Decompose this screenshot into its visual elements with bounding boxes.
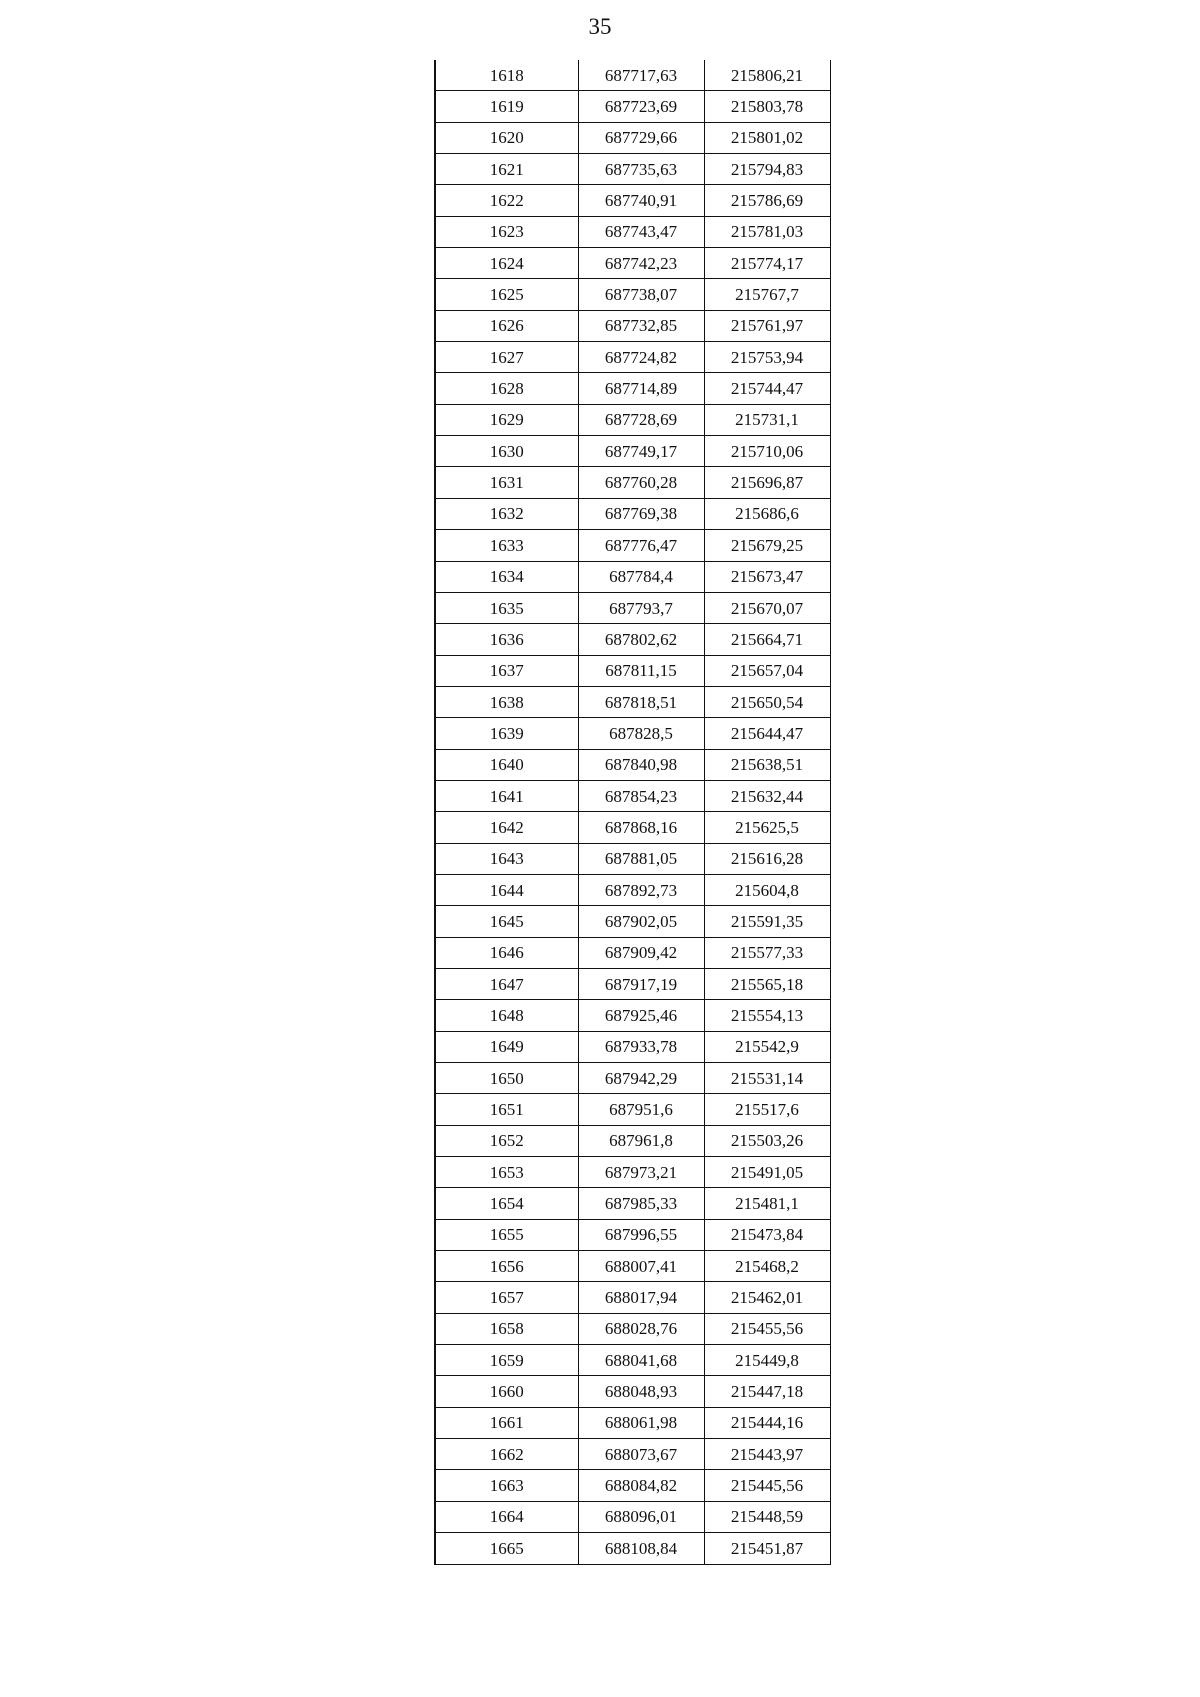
point-number-cell: 1660 [435,1376,578,1407]
x-coordinate-cell: 687714,89 [578,373,704,404]
point-number-cell: 1639 [435,718,578,749]
y-coordinate-cell: 215591,35 [704,906,830,937]
y-coordinate-cell: 215650,54 [704,686,830,717]
point-number-cell: 1637 [435,655,578,686]
x-coordinate-cell: 687729,66 [578,122,704,153]
table-row [435,686,830,717]
y-coordinate-cell: 215468,2 [704,1251,830,1282]
point-number-cell: 1647 [435,968,578,999]
y-coordinate-cell: 215455,56 [704,1313,830,1344]
y-coordinate-cell: 215767,7 [704,279,830,310]
x-coordinate-cell: 688108,84 [578,1533,704,1564]
point-number-cell: 1661 [435,1407,578,1438]
x-coordinate-cell: 687868,16 [578,812,704,843]
x-coordinate-cell: 687793,7 [578,592,704,623]
x-coordinate-cell: 687985,33 [578,1188,704,1219]
table-row [435,436,830,467]
point-number-cell: 1632 [435,498,578,529]
point-number-cell: 1621 [435,154,578,185]
x-coordinate-cell: 687925,46 [578,1000,704,1031]
y-coordinate-cell: 215462,01 [704,1282,830,1313]
point-number-cell: 1650 [435,1063,578,1094]
y-coordinate-cell: 215625,5 [704,812,830,843]
point-number-cell: 1656 [435,1251,578,1282]
table-row [435,279,830,310]
y-coordinate-cell: 215731,1 [704,404,830,435]
table-row [435,1219,830,1250]
y-coordinate-cell: 215632,44 [704,780,830,811]
y-coordinate-cell: 215744,47 [704,373,830,404]
table-row [435,1125,830,1156]
y-coordinate-cell: 215604,8 [704,874,830,905]
x-coordinate-cell: 687724,82 [578,342,704,373]
x-coordinate-cell: 687728,69 [578,404,704,435]
point-number-cell: 1659 [435,1345,578,1376]
point-number-cell: 1651 [435,1094,578,1125]
point-number-cell: 1625 [435,279,578,310]
table-row [435,624,830,655]
point-number-cell: 1638 [435,686,578,717]
table-row [435,248,830,279]
x-coordinate-cell: 687784,4 [578,561,704,592]
x-coordinate-cell: 687717,63 [578,60,704,91]
point-number-cell: 1623 [435,216,578,247]
point-number-cell: 1652 [435,1125,578,1156]
table-row [435,874,830,905]
x-coordinate-cell: 688028,76 [578,1313,704,1344]
point-number-cell: 1627 [435,342,578,373]
y-coordinate-cell: 215473,84 [704,1219,830,1250]
y-coordinate-cell: 215679,25 [704,530,830,561]
x-coordinate-cell: 687902,05 [578,906,704,937]
table-row [435,1251,830,1282]
point-number-cell: 1655 [435,1219,578,1250]
coordinates-table [434,60,831,1565]
x-coordinate-cell: 687961,8 [578,1125,704,1156]
x-coordinate-cell: 687996,55 [578,1219,704,1250]
x-coordinate-cell: 688073,67 [578,1439,704,1470]
point-number-cell: 1642 [435,812,578,843]
table-row [435,498,830,529]
y-coordinate-cell: 215686,6 [704,498,830,529]
y-coordinate-cell: 215710,06 [704,436,830,467]
table-row [435,1501,830,1532]
point-number-cell: 1629 [435,404,578,435]
y-coordinate-cell: 215503,26 [704,1125,830,1156]
table-row [435,1094,830,1125]
table-row [435,310,830,341]
y-coordinate-cell: 215801,02 [704,122,830,153]
y-coordinate-cell: 215531,14 [704,1063,830,1094]
table-row [435,1407,830,1438]
point-number-cell: 1645 [435,906,578,937]
x-coordinate-cell: 687881,05 [578,843,704,874]
table-row [435,843,830,874]
table-row [435,216,830,247]
table-row [435,718,830,749]
x-coordinate-cell: 687828,5 [578,718,704,749]
y-coordinate-cell: 215443,97 [704,1439,830,1470]
table-row [435,968,830,999]
y-coordinate-cell: 215696,87 [704,467,830,498]
table-row [435,1439,830,1470]
table-row [435,1376,830,1407]
x-coordinate-cell: 687769,38 [578,498,704,529]
point-number-cell: 1622 [435,185,578,216]
y-coordinate-cell: 215481,1 [704,1188,830,1219]
x-coordinate-cell: 687854,23 [578,780,704,811]
x-coordinate-cell: 688007,41 [578,1251,704,1282]
x-coordinate-cell: 687942,29 [578,1063,704,1094]
page-number: 35 [588,14,612,39]
point-number-cell: 1641 [435,780,578,811]
x-coordinate-cell: 687738,07 [578,279,704,310]
point-number-cell: 1643 [435,843,578,874]
y-coordinate-cell: 215673,47 [704,561,830,592]
table-row [435,373,830,404]
y-coordinate-cell: 215451,87 [704,1533,830,1564]
table-row [435,1157,830,1188]
x-coordinate-cell: 687892,73 [578,874,704,905]
y-coordinate-cell: 215542,9 [704,1031,830,1062]
table-row [435,1470,830,1501]
point-number-cell: 1634 [435,561,578,592]
y-coordinate-cell: 215670,07 [704,592,830,623]
x-coordinate-cell: 688048,93 [578,1376,704,1407]
x-coordinate-cell: 687909,42 [578,937,704,968]
y-coordinate-cell: 215774,17 [704,248,830,279]
y-coordinate-cell: 215444,16 [704,1407,830,1438]
table-row [435,91,830,122]
point-number-cell: 1664 [435,1501,578,1532]
x-coordinate-cell: 688096,01 [578,1501,704,1532]
x-coordinate-cell: 687740,91 [578,185,704,216]
x-coordinate-cell: 687917,19 [578,968,704,999]
table-row [435,1345,830,1376]
y-coordinate-cell: 215806,21 [704,60,830,91]
y-coordinate-cell: 215803,78 [704,91,830,122]
y-coordinate-cell: 215447,18 [704,1376,830,1407]
table-row [435,154,830,185]
point-number-cell: 1662 [435,1439,578,1470]
y-coordinate-cell: 215616,28 [704,843,830,874]
table-row [435,780,830,811]
point-number-cell: 1658 [435,1313,578,1344]
point-number-cell: 1663 [435,1470,578,1501]
table-row [435,185,830,216]
x-coordinate-cell: 688084,82 [578,1470,704,1501]
point-number-cell: 1635 [435,592,578,623]
y-coordinate-cell: 215448,59 [704,1501,830,1532]
y-coordinate-cell: 215565,18 [704,968,830,999]
table-row [435,749,830,780]
y-coordinate-cell: 215445,56 [704,1470,830,1501]
x-coordinate-cell: 687735,63 [578,154,704,185]
x-coordinate-cell: 687973,21 [578,1157,704,1188]
point-number-cell: 1657 [435,1282,578,1313]
y-coordinate-cell: 215554,13 [704,1000,830,1031]
point-number-cell: 1646 [435,937,578,968]
point-number-cell: 1620 [435,122,578,153]
y-coordinate-cell: 215781,03 [704,216,830,247]
y-coordinate-cell: 215664,71 [704,624,830,655]
y-coordinate-cell: 215644,47 [704,718,830,749]
point-number-cell: 1640 [435,749,578,780]
x-coordinate-cell: 687840,98 [578,749,704,780]
table-row [435,1188,830,1219]
x-coordinate-cell: 687776,47 [578,530,704,561]
x-coordinate-cell: 687811,15 [578,655,704,686]
x-coordinate-cell: 687802,62 [578,624,704,655]
y-coordinate-cell: 215794,83 [704,154,830,185]
x-coordinate-cell: 687760,28 [578,467,704,498]
table-row [435,1313,830,1344]
table-row [435,592,830,623]
table-row [435,122,830,153]
table-row [435,404,830,435]
point-number-cell: 1624 [435,248,578,279]
x-coordinate-cell: 688061,98 [578,1407,704,1438]
x-coordinate-cell: 688017,94 [578,1282,704,1313]
point-number-cell: 1649 [435,1031,578,1062]
point-number-cell: 1630 [435,436,578,467]
table-row [435,60,830,91]
point-number-cell: 1636 [435,624,578,655]
y-coordinate-cell: 215638,51 [704,749,830,780]
point-number-cell: 1648 [435,1000,578,1031]
point-number-cell: 1654 [435,1188,578,1219]
y-coordinate-cell: 215761,97 [704,310,830,341]
table-row [435,906,830,937]
table-row [435,530,830,561]
point-number-cell: 1644 [435,874,578,905]
table-row [435,561,830,592]
y-coordinate-cell: 215491,05 [704,1157,830,1188]
y-coordinate-cell: 215577,33 [704,937,830,968]
x-coordinate-cell: 687732,85 [578,310,704,341]
table-row [435,1000,830,1031]
point-number-cell: 1618 [435,60,578,91]
x-coordinate-cell: 687818,51 [578,686,704,717]
table-row [435,1031,830,1062]
point-number-cell: 1628 [435,373,578,404]
table-row [435,1282,830,1313]
y-coordinate-cell: 215517,6 [704,1094,830,1125]
table-row [435,1063,830,1094]
point-number-cell: 1633 [435,530,578,561]
point-number-cell: 1619 [435,91,578,122]
point-number-cell: 1626 [435,310,578,341]
x-coordinate-cell: 687743,47 [578,216,704,247]
y-coordinate-cell: 215753,94 [704,342,830,373]
x-coordinate-cell: 687723,69 [578,91,704,122]
x-coordinate-cell: 688041,68 [578,1345,704,1376]
y-coordinate-cell: 215657,04 [704,655,830,686]
coordinates-table-body [435,60,830,1564]
table-row [435,655,830,686]
table-row [435,812,830,843]
y-coordinate-cell: 215786,69 [704,185,830,216]
point-number-cell: 1665 [435,1533,578,1564]
table-row [435,937,830,968]
y-coordinate-cell: 215449,8 [704,1345,830,1376]
point-number-cell: 1653 [435,1157,578,1188]
table-row [435,1533,830,1564]
table-row [435,467,830,498]
point-number-cell: 1631 [435,467,578,498]
x-coordinate-cell: 687742,23 [578,248,704,279]
table-row [435,342,830,373]
x-coordinate-cell: 687951,6 [578,1094,704,1125]
x-coordinate-cell: 687933,78 [578,1031,704,1062]
x-coordinate-cell: 687749,17 [578,436,704,467]
